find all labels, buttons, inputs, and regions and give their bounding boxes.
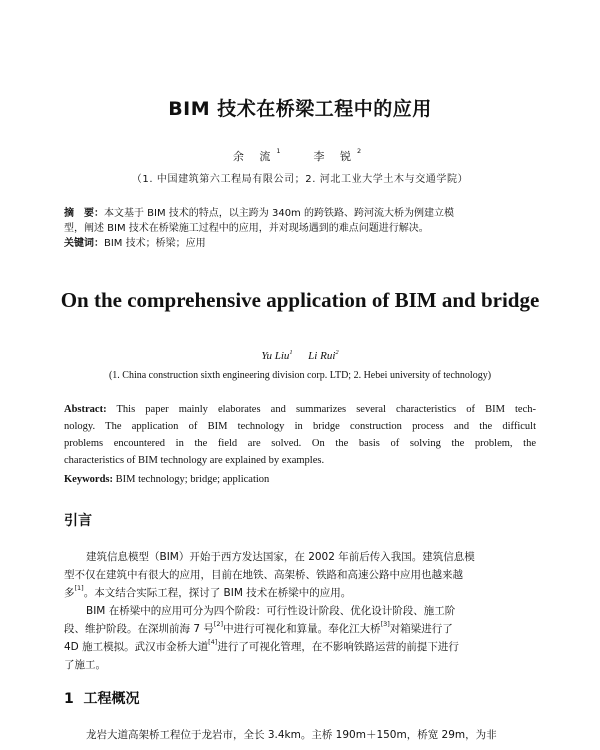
citation-ref: [3] [380, 620, 390, 628]
author-cn-1: 余 流$^1$ [232, 147, 287, 163]
section-intro-heading: 引言 [64, 513, 92, 529]
intro-p1-line1: 建筑信息模型（BIM）开始于西方发达国家，在 2002 年前后传入我国。建筑信息模 [86, 551, 475, 563]
affiliation-cn: （1. 中国建筑第六工程局有限公司；2. 河北工业大学土木与交通学院） [131, 174, 469, 185]
author-en-1: Yu Liu$^1$ [261, 349, 293, 362]
abstract-en-line3: problems encountered in the field are solved. On the basis of solving the problem, the [64, 438, 536, 449]
abstract-en-label: Abstract: [64, 404, 107, 415]
section-1-number: 1 [64, 691, 74, 707]
intro-p2-line4: 了施工。 [64, 659, 106, 671]
author-en-2: Li Rui$^2$ [308, 349, 339, 362]
abstract-en-line4: characteristics of BIM technology are explained by examples. [64, 455, 325, 466]
abstract-en-line2: nology. The application of BIM technology in bridge construction process and the difficult [64, 421, 536, 432]
affiliation-en: (1. China construction sixth engineering division corp. LTD; 2. Hebei university of technology) [108, 370, 492, 381]
abstract-en-line1: Abstract: This paper mainly elaborates and summarizes several characteristics of BIM tech- [64, 404, 537, 415]
abstract-cn [64, 206, 544, 251]
citation-ref: [1] [74, 584, 84, 592]
intro-p2-line3: 4D 施工模拟。武汉市金桥大道[4]进行了可视化管理，在不影响铁路运营的前提下进行 [64, 638, 459, 653]
intro-p2-line2: 段、维护阶段。在深圳前海 7 号[2]中进行可视化和算量。奉化江大桥[3]对箱梁进行了 [64, 620, 453, 635]
keywords-en-text: BIM technology; bridge; application [115, 474, 270, 485]
citation-ref: [2] [213, 620, 224, 628]
abstract-cn-line1: 本文基于 BIM 技术的特点，以主跨为 340m 的跨铁路、跨河流大桥为例建立模 [104, 208, 454, 219]
paper-title-cn: BIM 技术在桥梁工程中的应用 [168, 98, 432, 120]
authors-en [0, 350, 600, 362]
abstract-cn-line2: 型，阐述 BIM 技术在桥梁施工过程中的应用，并对现场遇到的难点问题进行解决。 [64, 223, 429, 234]
keywords-en-label: Keywords: [64, 474, 113, 485]
keywords-cn-label: 关键词： [64, 238, 104, 249]
section-1-heading [64, 688, 140, 708]
author-cn-2: 李 锐$^2$ [313, 147, 368, 163]
citation-ref: [4] [208, 638, 218, 646]
intro-p2-line1: BIM 在桥梁中的应用可分为四个阶段：可行性设计阶段、优化设计阶段、施工阶 [86, 605, 456, 617]
intro-p1-line3: 多[1]。本文结合实际工程，探讨了 BIM 技术在桥梁中的应用。 [64, 584, 352, 599]
section-1-title: 工程概况 [83, 691, 140, 707]
keywords-cn-text: BIM 技术；桥梁；应用 [104, 238, 206, 249]
section-1-line1: 龙岩大道高架桥工程位于龙岩市，全长 3.4km。主桥 190m＋150m，桥宽 29m，为非 [86, 729, 497, 741]
paper-title-en: On the comprehensive application of BIM and bridge [60, 288, 540, 312]
abstract-cn-label: 摘 要： [64, 208, 104, 219]
intro-p1-line2: 型不仅在建筑中有很大的应用，目前在地铁、高架桥、铁路和高速公路中应用也越来越 [64, 569, 463, 581]
authors-cn [0, 148, 600, 164]
keywords-en [64, 474, 269, 485]
